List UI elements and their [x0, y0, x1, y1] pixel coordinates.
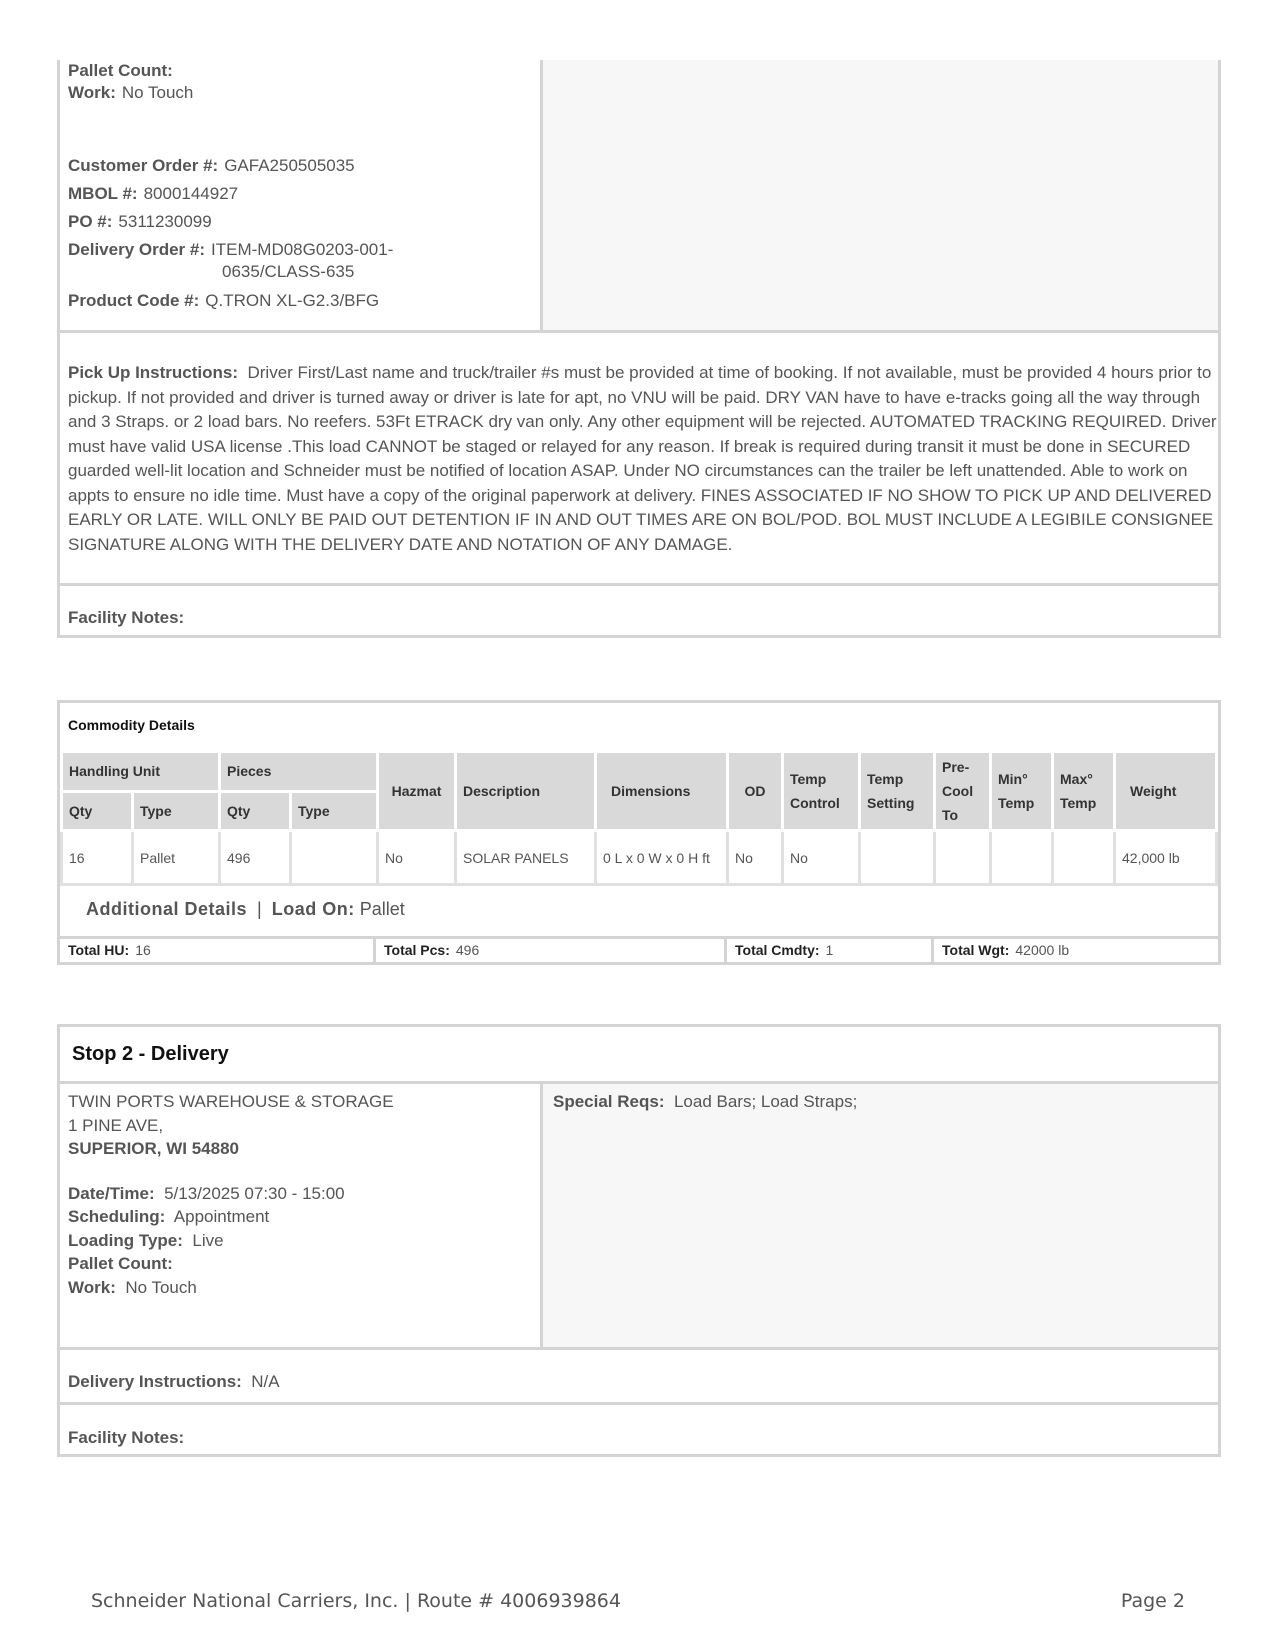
load-on-label: Load On: — [271, 899, 355, 919]
pallet-count-row — [68, 60, 179, 82]
delivery-instructions-value: N/A — [251, 1372, 280, 1391]
th-temp-setting: Temp Setting — [860, 752, 935, 831]
stop2-facility-name: TWIN PORTS WAREHOUSE & STORAGE — [68, 1092, 394, 1111]
cell-pc-type — [291, 831, 378, 885]
total-hu-label: Total HU: — [68, 942, 130, 958]
total-wgt — [942, 942, 1069, 958]
stop2-title: Stop 2 - Delivery — [72, 1043, 229, 1065]
facility-notes-label: Facility Notes: — [68, 1428, 185, 1447]
th-dimensions: Dimensions — [596, 752, 728, 831]
cell-hu-qty: 16 — [62, 831, 133, 885]
work-value: No Touch — [125, 1277, 197, 1297]
cell-pre-cool-to — [935, 831, 991, 885]
mbol-row — [68, 183, 238, 205]
stop1-section — [57, 60, 1221, 638]
facility-notes — [68, 1428, 184, 1448]
cell-pc-qty: 496 — [220, 831, 291, 885]
cell-hu-type: Pallet — [133, 831, 220, 885]
product-code-label: Product Code #: — [68, 291, 200, 310]
scheduling-row — [68, 1205, 540, 1229]
loading-type-label: Loading Type: — [68, 1230, 183, 1250]
delivery-order-row — [68, 239, 393, 261]
divider — [60, 1402, 1218, 1405]
additional-details — [86, 899, 405, 920]
stop1-right-panel — [543, 60, 1218, 330]
pickup-instructions-label: Pick Up Instructions: — [68, 363, 239, 382]
th-hu-qty: Qty — [62, 791, 133, 831]
mbol-value: 8000144927 — [143, 184, 239, 203]
cell-weight: 42,000 lb — [1115, 831, 1217, 885]
datetime-label: Date/Time: — [68, 1183, 155, 1203]
commodity-details-title: Commodity Details — [68, 717, 195, 733]
pickup-instructions — [60, 333, 1218, 583]
loading-type-value: Live — [192, 1230, 224, 1250]
special-reqs-label: Special Reqs: — [553, 1092, 665, 1111]
th-handling-unit: Handling Unit — [62, 752, 220, 792]
pallet-count-label: Pallet Count: — [68, 61, 173, 80]
th-pieces: Pieces — [220, 752, 378, 792]
pallet-count-label: Pallet Count: — [68, 1254, 173, 1273]
th-pc-type: Type — [291, 791, 378, 831]
product-code-value: Q.TRON XL-G2.3/BFG — [205, 291, 380, 310]
delivery-order-continued — [222, 261, 354, 283]
total-pcs — [384, 942, 479, 958]
th-min-temp: Min° Temp — [991, 752, 1053, 831]
divider — [60, 583, 1218, 586]
additional-details-label: Additional Details — [86, 899, 248, 919]
delivery-order-value-line1: ITEM-MD08G0203-001- — [211, 240, 394, 259]
customer-order-row — [68, 155, 355, 177]
divider — [373, 939, 376, 965]
product-code-row — [68, 290, 379, 312]
stop2-details — [60, 1084, 543, 1347]
totals-row — [60, 936, 1218, 962]
total-wgt-label: Total Wgt: — [942, 942, 1010, 958]
facility-notes — [68, 608, 184, 628]
th-temp-control: Temp Control — [783, 752, 860, 831]
cell-description: SOLAR PANELS — [456, 831, 596, 885]
load-on-value: Pallet — [359, 899, 405, 919]
delivery-order-value-line2: 0635/CLASS-635 — [222, 262, 355, 281]
scheduling-value: Appointment — [173, 1207, 270, 1226]
customer-order-value: GAFA250505035 — [224, 156, 355, 175]
cell-min-temp — [991, 831, 1053, 885]
pickup-instructions-text: Driver First/Last name and truck/trailer #s must be provided at time of booking. If not available, must be provided 4 hours prior to pickup. If not provided and driver is turned away or driver is late for apt, no VNU will be paid. DRY VAN have to have e-tracks going all the way through and 3 Straps. or 2 load bars. No reefers. 53Ft ETRACK dry van only. Any other equipment will be rejected. AUTOMATED TRACKING REQUIRED. Driver must have valid USA license .This load CANNOT be staged or relayed for any reason. If break is required during transit it must be done in SECURED guarded well-lit location and Schneider must be notified of location ASAP. Under NO circumstances can the trailer be left unattended. Able to work on appts to ensure no idle time. Must have a copy of the original paperwork at delivery. FINES ASSOCIATED IF NO SHOW TO PICK UP AND DELIVERED EARLY OR LATE. WILL ONLY BE PAID OUT DETENTION IF IN AND OUT TIMES ARE ON BOL/POD. BOL MUST INCLUDE A LEGIBILE CONSIGNEE SIGNATURE ALONG WITH THE DELIVERY DATE AND NOTATION OF ANY DAMAGE. — [68, 363, 1217, 554]
total-hu-value: 16 — [135, 942, 151, 958]
facility-notes-label: Facility Notes: — [68, 608, 185, 627]
commodity-details-section — [57, 700, 1221, 965]
stop2-address: 1 PINE AVE, — [68, 1115, 164, 1135]
loading-type-row — [68, 1229, 540, 1253]
th-weight: Weight — [1115, 752, 1217, 831]
delivery-order-label: Delivery Order #: — [68, 240, 206, 259]
stop1-details — [60, 60, 543, 330]
divider — [931, 939, 934, 965]
pallet-count-row — [68, 1252, 540, 1276]
separator: | — [252, 899, 267, 919]
po-row — [68, 211, 212, 233]
th-pre-cool-to: Pre-Cool To — [935, 752, 991, 831]
total-wgt-value: 42000 lb — [1015, 942, 1070, 958]
work-row — [68, 82, 193, 104]
th-hazmat: Hazmat — [378, 752, 456, 831]
total-cmdty — [735, 942, 833, 958]
po-value: 5311230099 — [118, 212, 212, 231]
datetime-value: 5/13/2025 07:30 - 15:00 — [164, 1183, 345, 1203]
cell-temp-setting — [860, 831, 935, 885]
total-cmdty-value: 1 — [825, 942, 834, 958]
total-pcs-label: Total Pcs: — [384, 942, 450, 958]
stop2-city-state-zip: SUPERIOR, WI 54880 — [68, 1139, 240, 1158]
stop2-special-reqs — [543, 1084, 1218, 1347]
total-hu — [68, 942, 151, 958]
special-reqs-value: Load Bars; Load Straps; — [673, 1092, 858, 1111]
spacer — [68, 1161, 540, 1182]
mbol-label: MBOL #: — [68, 184, 138, 203]
work-label: Work: — [68, 1277, 116, 1297]
th-description: Description — [456, 752, 596, 831]
th-od: OD — [728, 752, 783, 831]
th-max-temp: Max° Temp — [1053, 752, 1115, 831]
th-pc-qty: Qty — [220, 791, 291, 831]
po-label: PO #: — [68, 212, 113, 231]
cell-od: No — [728, 831, 783, 885]
th-hu-type: Type — [133, 791, 220, 831]
total-pcs-value: 496 — [455, 942, 480, 958]
table-row — [62, 831, 1217, 885]
datetime-row — [68, 1182, 540, 1206]
work-value: No Touch — [121, 83, 194, 102]
cell-temp-control: No — [783, 831, 860, 885]
commodity-table — [60, 750, 1218, 886]
footer-page-number: Page 2 — [1120, 1590, 1185, 1612]
total-cmdty-label: Total Cmdty: — [735, 942, 820, 958]
divider — [724, 939, 727, 965]
cell-max-temp — [1053, 831, 1115, 885]
delivery-instructions — [68, 1372, 280, 1392]
work-row — [68, 1276, 540, 1300]
cell-hazmat: No — [378, 831, 456, 885]
customer-order-label: Customer Order #: — [68, 156, 219, 175]
footer-company-route: Schneider National Carriers, Inc. | Route # 4006939864 — [91, 1590, 621, 1612]
divider — [60, 1347, 1218, 1350]
work-label: Work: — [68, 83, 116, 102]
scheduling-label: Scheduling: — [68, 1207, 166, 1226]
cell-dimensions: 0 L x 0 W x 0 H ft — [596, 831, 728, 885]
stop2-section — [57, 1024, 1221, 1457]
delivery-instructions-label: Delivery Instructions: — [68, 1372, 242, 1391]
